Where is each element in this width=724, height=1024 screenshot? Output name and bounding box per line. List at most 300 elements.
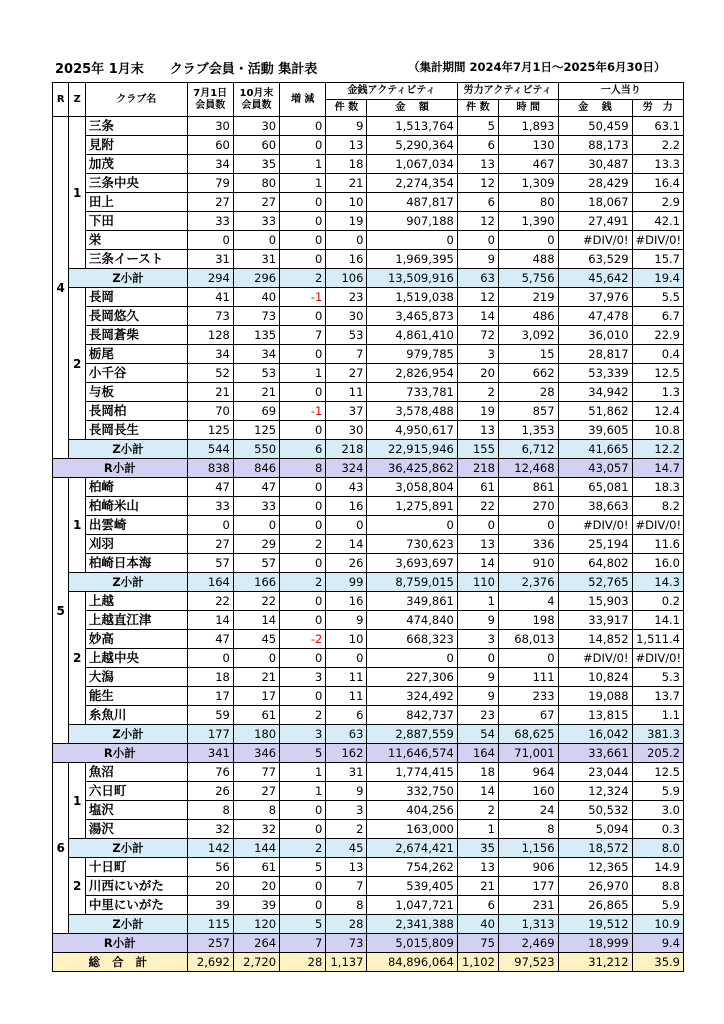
club-row	[53, 212, 684, 231]
region-subtotal-row	[53, 744, 684, 763]
club-name: 能生	[85, 687, 187, 706]
labor-count-cell: 9	[457, 668, 498, 687]
per-person-money-cell: 14,852	[558, 630, 632, 649]
money-count-cell: 16	[326, 497, 367, 516]
money-count-cell: 10	[326, 630, 367, 649]
per-person-labor-cell: 2.2	[632, 136, 683, 155]
zone-subtotal-row	[53, 915, 684, 934]
per-person-labor-cell: 14.9	[632, 858, 683, 877]
per-person-labor-cell: 14.3	[632, 573, 683, 592]
oct-members-cell: 135	[233, 326, 279, 345]
jul-members-cell: 52	[187, 364, 233, 383]
oct-members-cell: 45	[233, 630, 279, 649]
labor-hours-cell: 906	[498, 858, 558, 877]
per-person-labor-cell: 5.3	[632, 668, 683, 687]
labor-hours-cell: 111	[498, 668, 558, 687]
club-name: 柏崎日本海	[85, 554, 187, 573]
per-person-labor-cell: 14.7	[632, 459, 683, 478]
jul-members-cell: 41	[187, 288, 233, 307]
oct-members-cell: 29	[233, 535, 279, 554]
change-cell: 6	[280, 440, 326, 459]
money-count-cell: 26	[326, 554, 367, 573]
money-amount-cell: 324,492	[367, 687, 457, 706]
per-person-labor-cell: 63.1	[632, 117, 683, 136]
page-title	[55, 58, 318, 77]
per-person-money-cell: #DIV/0!	[558, 231, 632, 250]
club-row	[53, 858, 684, 877]
labor-count-cell: 23	[457, 706, 498, 725]
per-person-money-cell: 12,365	[558, 858, 632, 877]
per-person-money-cell: 45,642	[558, 269, 632, 288]
jul-members-cell: 0	[187, 231, 233, 250]
header-change: 増 減	[280, 83, 326, 117]
labor-hours-cell: 662	[498, 364, 558, 383]
per-person-labor-cell: 19.4	[632, 269, 683, 288]
money-amount-cell: 349,861	[367, 592, 457, 611]
oct-members-cell: 125	[233, 421, 279, 440]
oct-members-cell: 57	[233, 554, 279, 573]
zone-subtotal-label: Z小計	[69, 839, 187, 858]
club-name: 糸魚川	[85, 706, 187, 725]
labor-count-cell: 6	[457, 193, 498, 212]
club-row	[53, 877, 684, 896]
change-cell: 28	[280, 953, 326, 972]
per-person-labor-cell: 10.9	[632, 915, 683, 934]
labor-hours-cell: 857	[498, 402, 558, 421]
jul-members-cell: 79	[187, 174, 233, 193]
money-count-cell: 30	[326, 307, 367, 326]
change-cell: 5	[280, 858, 326, 877]
money-count-cell: 11	[326, 383, 367, 402]
oct-members-cell: 0	[233, 516, 279, 535]
money-count-cell: 2	[326, 820, 367, 839]
oct-members-cell: 34	[233, 345, 279, 364]
money-count-cell: 11	[326, 687, 367, 706]
club-name: 加茂	[85, 155, 187, 174]
grand-total-label: 総 合 計	[53, 953, 188, 972]
change-cell: 5	[280, 915, 326, 934]
labor-hours-cell: 28	[498, 383, 558, 402]
jul-members-cell: 164	[187, 573, 233, 592]
labor-count-cell: 61	[457, 478, 498, 497]
oct-members-cell: 32	[233, 820, 279, 839]
jul-members-cell: 60	[187, 136, 233, 155]
header-labor-hours: 時 間	[498, 100, 558, 117]
jul-members-cell: 26	[187, 782, 233, 801]
jul-members-cell: 31	[187, 250, 233, 269]
jul-members-cell: 0	[187, 516, 233, 535]
labor-count-cell: 2	[457, 383, 498, 402]
money-amount-cell: 5,290,364	[367, 136, 457, 155]
labor-count-cell: 6	[457, 136, 498, 155]
money-amount-cell: 3,693,697	[367, 554, 457, 573]
club-name: 魚沼	[85, 763, 187, 782]
jul-members-cell: 22	[187, 592, 233, 611]
change-cell: 0	[280, 592, 326, 611]
club-name: 栃尾	[85, 345, 187, 364]
region-subtotal-row	[53, 459, 684, 478]
oct-members-cell: 35	[233, 155, 279, 174]
labor-count-cell: 2	[457, 801, 498, 820]
money-amount-cell: 474,840	[367, 611, 457, 630]
change-cell: 0	[280, 383, 326, 402]
labor-hours-cell: 1,313	[498, 915, 558, 934]
labor-count-cell: 14	[457, 554, 498, 573]
club-row	[53, 554, 684, 573]
money-count-cell: 19	[326, 212, 367, 231]
club-name: 柏崎	[85, 478, 187, 497]
change-cell: 0	[280, 801, 326, 820]
money-count-cell: 1,137	[326, 953, 367, 972]
oct-members-cell: 77	[233, 763, 279, 782]
oct-members-cell: 61	[233, 706, 279, 725]
labor-count-cell: 13	[457, 858, 498, 877]
oct-members-cell: 47	[233, 478, 279, 497]
jul-members-cell: 142	[187, 839, 233, 858]
labor-hours-cell: 2,469	[498, 934, 558, 953]
change-cell: 0	[280, 250, 326, 269]
club-row	[53, 782, 684, 801]
labor-hours-cell: 3,092	[498, 326, 558, 345]
labor-hours-cell: 219	[498, 288, 558, 307]
jul-members-cell: 544	[187, 440, 233, 459]
header-per-person: 一人当り	[558, 83, 683, 100]
money-count-cell: 6	[326, 706, 367, 725]
per-person-money-cell: #DIV/0!	[558, 516, 632, 535]
zone-subtotal-row	[53, 725, 684, 744]
change-cell: 0	[280, 611, 326, 630]
club-name: 栄	[85, 231, 187, 250]
oct-members-cell: 80	[233, 174, 279, 193]
money-amount-cell: 733,781	[367, 383, 457, 402]
labor-count-cell: 155	[457, 440, 498, 459]
club-row	[53, 402, 684, 421]
money-count-cell: 73	[326, 934, 367, 953]
grand-total-row	[53, 953, 684, 972]
header-r: R	[53, 83, 69, 117]
labor-hours-cell: 198	[498, 611, 558, 630]
change-cell: 2	[280, 535, 326, 554]
oct-members-cell: 39	[233, 896, 279, 915]
per-person-labor-cell: 0.2	[632, 592, 683, 611]
money-count-cell: 9	[326, 117, 367, 136]
labor-count-cell: 21	[457, 877, 498, 896]
labor-count-cell: 14	[457, 782, 498, 801]
money-amount-cell: 487,817	[367, 193, 457, 212]
labor-count-cell: 3	[457, 345, 498, 364]
labor-hours-cell: 130	[498, 136, 558, 155]
per-person-money-cell: 65,081	[558, 478, 632, 497]
per-person-labor-cell: 5.9	[632, 782, 683, 801]
labor-count-cell: 0	[457, 516, 498, 535]
money-count-cell: 9	[326, 611, 367, 630]
jul-members-cell: 27	[187, 535, 233, 554]
labor-hours-cell: 2,376	[498, 573, 558, 592]
change-cell: 1	[280, 155, 326, 174]
club-summary-table	[52, 82, 684, 972]
jul-members-cell: 56	[187, 858, 233, 877]
money-amount-cell: 84,896,064	[367, 953, 457, 972]
per-person-money-cell: #DIV/0!	[558, 649, 632, 668]
labor-hours-cell: 68,625	[498, 725, 558, 744]
jul-members-cell: 27	[187, 193, 233, 212]
money-amount-cell: 539,405	[367, 877, 457, 896]
labor-count-cell: 6	[457, 896, 498, 915]
oct-members-cell: 166	[233, 573, 279, 592]
per-person-money-cell: 39,605	[558, 421, 632, 440]
aggregation-period: （集計期間 2024年7月1日～2025年6月30日）	[408, 60, 666, 74]
per-person-money-cell: 43,057	[558, 459, 632, 478]
change-cell: 3	[280, 725, 326, 744]
zone-cell: 2	[69, 858, 85, 915]
jul-members-cell: 257	[187, 934, 233, 953]
zone-subtotal-label: Z小計	[69, 915, 187, 934]
club-row	[53, 820, 684, 839]
change-cell: 0	[280, 421, 326, 440]
labor-count-cell: 13	[457, 155, 498, 174]
oct-members-cell: 73	[233, 307, 279, 326]
money-amount-cell: 11,646,574	[367, 744, 457, 763]
oct-members-cell: 33	[233, 212, 279, 231]
zone-subtotal-row	[53, 573, 684, 592]
money-amount-cell: 754,262	[367, 858, 457, 877]
oct-members-cell: 0	[233, 649, 279, 668]
labor-hours-cell: 160	[498, 782, 558, 801]
jul-members-cell: 18	[187, 668, 233, 687]
labor-hours-cell: 910	[498, 554, 558, 573]
per-person-labor-cell: 3.0	[632, 801, 683, 820]
labor-hours-cell: 68,013	[498, 630, 558, 649]
money-count-cell: 106	[326, 269, 367, 288]
money-count-cell: 7	[326, 345, 367, 364]
oct-members-cell: 53	[233, 364, 279, 383]
region-cell: 4	[53, 117, 69, 459]
labor-count-cell: 63	[457, 269, 498, 288]
oct-members-cell: 846	[233, 459, 279, 478]
labor-hours-cell: 486	[498, 307, 558, 326]
money-amount-cell: 2,274,354	[367, 174, 457, 193]
club-row	[53, 231, 684, 250]
per-person-labor-cell: 11.6	[632, 535, 683, 554]
per-person-labor-cell: 205.2	[632, 744, 683, 763]
oct-members-cell: 144	[233, 839, 279, 858]
per-person-money-cell: 36,010	[558, 326, 632, 345]
money-amount-cell: 5,015,809	[367, 934, 457, 953]
per-person-money-cell: 28,429	[558, 174, 632, 193]
per-person-money-cell: 15,903	[558, 592, 632, 611]
labor-hours-cell: 1,309	[498, 174, 558, 193]
labor-count-cell: 1	[457, 592, 498, 611]
per-person-labor-cell: 0.3	[632, 820, 683, 839]
money-count-cell: 21	[326, 174, 367, 193]
jul-members-cell: 115	[187, 915, 233, 934]
per-person-labor-cell: 13.3	[632, 155, 683, 174]
oct-members-cell: 14	[233, 611, 279, 630]
oct-members-cell: 2,720	[233, 953, 279, 972]
labor-hours-cell: 488	[498, 250, 558, 269]
change-cell: 0	[280, 516, 326, 535]
labor-hours-cell: 5,756	[498, 269, 558, 288]
per-person-labor-cell: 12.2	[632, 440, 683, 459]
club-row	[53, 136, 684, 155]
labor-hours-cell: 0	[498, 649, 558, 668]
jul-members-cell: 177	[187, 725, 233, 744]
jul-members-cell: 128	[187, 326, 233, 345]
header-jul-members: 7月1日 会員数	[187, 83, 233, 117]
jul-members-cell: 14	[187, 611, 233, 630]
zone-subtotal-row	[53, 440, 684, 459]
per-person-money-cell: 26,865	[558, 896, 632, 915]
oct-members-cell: 30	[233, 117, 279, 136]
per-person-money-cell: 19,088	[558, 687, 632, 706]
money-count-cell: 30	[326, 421, 367, 440]
zone-cell: 1	[69, 763, 85, 839]
labor-count-cell: 40	[457, 915, 498, 934]
money-count-cell: 23	[326, 288, 367, 307]
money-amount-cell: 2,826,954	[367, 364, 457, 383]
oct-members-cell: 120	[233, 915, 279, 934]
per-person-money-cell: 88,173	[558, 136, 632, 155]
oct-members-cell: 264	[233, 934, 279, 953]
money-amount-cell: 907,188	[367, 212, 457, 231]
per-person-money-cell: 50,459	[558, 117, 632, 136]
oct-members-cell: 21	[233, 668, 279, 687]
per-person-labor-cell: 1.1	[632, 706, 683, 725]
change-cell: -1	[280, 402, 326, 421]
change-cell: 1	[280, 364, 326, 383]
jul-members-cell: 73	[187, 307, 233, 326]
money-amount-cell: 13,509,916	[367, 269, 457, 288]
labor-hours-cell: 336	[498, 535, 558, 554]
labor-count-cell: 13	[457, 421, 498, 440]
header-oct-members: 10月末 会員数	[233, 83, 279, 117]
money-count-cell: 28	[326, 915, 367, 934]
club-name: 塩沢	[85, 801, 187, 820]
header-money-activity: 金銭アクティビティ	[326, 83, 458, 100]
club-row	[53, 288, 684, 307]
labor-count-cell: 22	[457, 497, 498, 516]
club-name: 長岡悠久	[85, 307, 187, 326]
change-cell: 0	[280, 554, 326, 573]
zone-cell: 2	[69, 288, 85, 440]
club-name: 三条	[85, 117, 187, 136]
money-count-cell: 63	[326, 725, 367, 744]
per-person-labor-cell: #DIV/0!	[632, 231, 683, 250]
money-amount-cell: 0	[367, 516, 457, 535]
labor-count-cell: 0	[457, 231, 498, 250]
jul-members-cell: 30	[187, 117, 233, 136]
labor-hours-cell: 0	[498, 231, 558, 250]
region-subtotal-row	[53, 934, 684, 953]
per-person-money-cell: 27,491	[558, 212, 632, 231]
money-amount-cell: 227,306	[367, 668, 457, 687]
club-row	[53, 478, 684, 497]
oct-members-cell: 31	[233, 250, 279, 269]
per-person-money-cell: 41,665	[558, 440, 632, 459]
club-row	[53, 364, 684, 383]
money-amount-cell: 0	[367, 231, 457, 250]
per-person-money-cell: 64,802	[558, 554, 632, 573]
per-person-money-cell: 10,824	[558, 668, 632, 687]
labor-hours-cell: 6,712	[498, 440, 558, 459]
per-person-labor-cell: 8.2	[632, 497, 683, 516]
labor-count-cell: 9	[457, 687, 498, 706]
change-cell: 0	[280, 212, 326, 231]
labor-count-cell: 1,102	[457, 953, 498, 972]
labor-count-cell: 164	[457, 744, 498, 763]
header-labor-count: 件 数	[457, 100, 498, 117]
club-row	[53, 516, 684, 535]
title-text: 2025年 1月末 クラブ会員・活動 集計表	[55, 62, 318, 77]
per-person-labor-cell: 16.0	[632, 554, 683, 573]
money-amount-cell: 1,275,891	[367, 497, 457, 516]
per-person-money-cell: 33,661	[558, 744, 632, 763]
jul-members-cell: 57	[187, 554, 233, 573]
change-cell: 0	[280, 478, 326, 497]
club-row	[53, 117, 684, 136]
money-count-cell: 99	[326, 573, 367, 592]
labor-hours-cell: 233	[498, 687, 558, 706]
money-count-cell: 18	[326, 155, 367, 174]
labor-count-cell: 13	[457, 535, 498, 554]
club-row	[53, 383, 684, 402]
change-cell: -2	[280, 630, 326, 649]
table-body	[53, 117, 684, 972]
club-name: 三条イースト	[85, 250, 187, 269]
per-person-labor-cell: 42.1	[632, 212, 683, 231]
per-person-money-cell: 25,194	[558, 535, 632, 554]
per-person-labor-cell: #DIV/0!	[632, 516, 683, 535]
jul-members-cell: 33	[187, 212, 233, 231]
header-club-name: クラブ名	[85, 83, 187, 117]
club-row	[53, 193, 684, 212]
change-cell: 7	[280, 934, 326, 953]
per-person-labor-cell: #DIV/0!	[632, 649, 683, 668]
change-cell: 1	[280, 763, 326, 782]
labor-hours-cell: 0	[498, 516, 558, 535]
money-count-cell: 0	[326, 231, 367, 250]
money-amount-cell: 404,256	[367, 801, 457, 820]
labor-count-cell: 12	[457, 288, 498, 307]
region-subtotal-label: R小計	[53, 459, 188, 478]
club-name: 刈羽	[85, 535, 187, 554]
club-row	[53, 592, 684, 611]
per-person-labor-cell: 12.5	[632, 763, 683, 782]
money-count-cell: 13	[326, 858, 367, 877]
per-person-labor-cell: 12.4	[632, 402, 683, 421]
region-subtotal-label: R小計	[53, 934, 188, 953]
money-count-cell: 27	[326, 364, 367, 383]
per-person-labor-cell: 8.8	[632, 877, 683, 896]
jul-members-cell: 59	[187, 706, 233, 725]
club-name: 上越直江津	[85, 611, 187, 630]
per-person-labor-cell: 2.9	[632, 193, 683, 212]
oct-members-cell: 550	[233, 440, 279, 459]
jul-members-cell: 8	[187, 801, 233, 820]
club-row	[53, 649, 684, 668]
money-amount-cell: 668,323	[367, 630, 457, 649]
money-amount-cell: 979,785	[367, 345, 457, 364]
oct-members-cell: 61	[233, 858, 279, 877]
zone-subtotal-row	[53, 839, 684, 858]
change-cell: 0	[280, 193, 326, 212]
oct-members-cell: 346	[233, 744, 279, 763]
per-person-labor-cell: 16.4	[632, 174, 683, 193]
oct-members-cell: 27	[233, 193, 279, 212]
oct-members-cell: 17	[233, 687, 279, 706]
oct-members-cell: 21	[233, 383, 279, 402]
oct-members-cell: 0	[233, 231, 279, 250]
